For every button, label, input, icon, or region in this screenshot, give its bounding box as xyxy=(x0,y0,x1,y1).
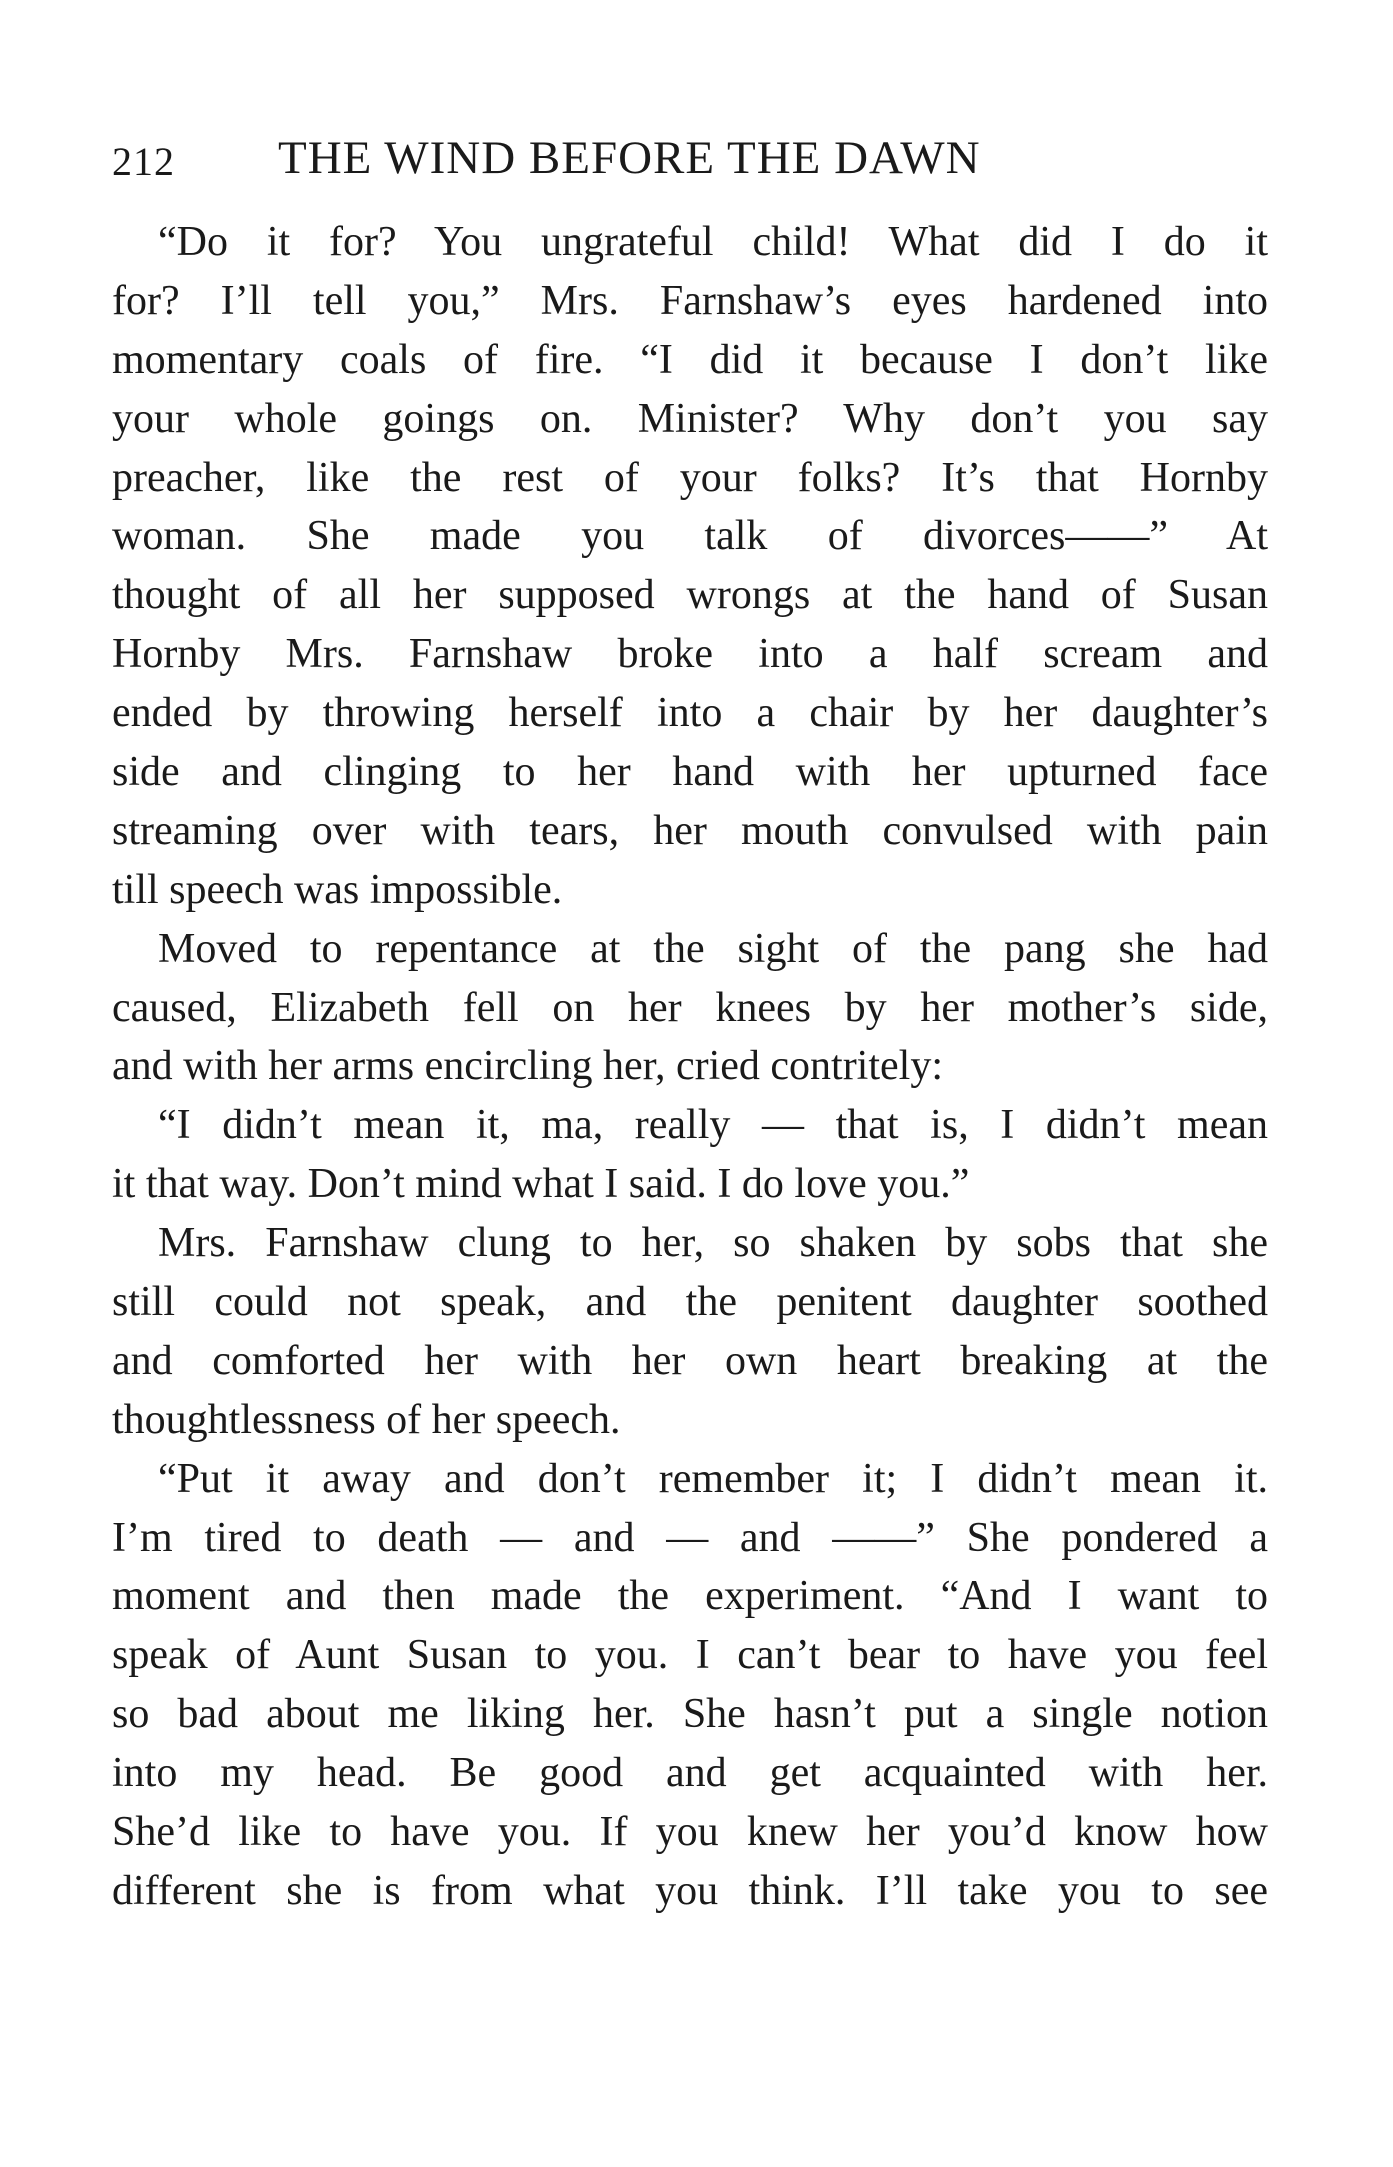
text-line: preacher, like the rest of your folks? It’s that Hornby xyxy=(112,454,1268,501)
text-line: different she is from what you think. I’ll take you to see xyxy=(112,1867,1268,1914)
text-line: caused, Elizabeth fell on her knees by her mother’s side, xyxy=(112,984,1268,1031)
text-line: I’m tired to death — and — and ——” She pondered a xyxy=(112,1514,1268,1561)
page-number: 212 xyxy=(112,139,175,184)
body-text xyxy=(112,213,1268,1921)
text-line: still could not speak, and the penitent daughter soothed xyxy=(112,1279,1268,1326)
text-line: “I didn’t mean it, ma, really — that is, I didn’t mean xyxy=(158,1102,1268,1149)
text-line: She’d like to have you. If you knew her you’d know how xyxy=(112,1809,1268,1856)
text-line: ended by throwing herself into a chair by her daughter’s xyxy=(112,690,1268,737)
text-line: woman. She made you talk of divorces——” At xyxy=(112,513,1268,560)
text-line: and comforted her with her own heart breaking at the xyxy=(112,1337,1268,1384)
text-line: speak of Aunt Susan to you. I can’t bear to have you feel xyxy=(112,1632,1268,1679)
text-line: Mrs. Farnshaw clung to her, so shaken by sobs that she xyxy=(158,1220,1268,1267)
text-line: Hornby Mrs. Farnshaw broke into a half scream and xyxy=(112,631,1268,678)
text-line: streaming over with tears, her mouth convulsed with pain xyxy=(112,807,1268,854)
text-line: momentary coals of fire. “I did it because I don’t like xyxy=(112,336,1268,383)
text-line: it that way. Don’t mind what I said. I do love you.” xyxy=(112,1161,970,1208)
text-line: so bad about me liking her. She hasn’t put a single notion xyxy=(112,1691,1268,1738)
text-line: till speech was impossible. xyxy=(112,866,563,913)
text-line: your whole goings on. Minister? Why don’t you say xyxy=(112,395,1268,442)
book-title: THE WIND BEFORE THE DAWN xyxy=(278,132,981,184)
text-line: thoughtlessness of her speech. xyxy=(112,1396,621,1443)
text-line: into my head. Be good and get acquainted with her. xyxy=(112,1750,1268,1797)
text-line: “Put it away and don’t remember it; I didn’t mean it. xyxy=(158,1455,1268,1502)
text-line: side and clinging to her hand with her upturned face xyxy=(112,749,1268,796)
text-line: moment and then made the experiment. “And I want to xyxy=(112,1573,1268,1620)
text-line: “Do it for? You ungrateful child! What did I do it xyxy=(158,219,1268,265)
text-line: and with her arms encircling her, cried contritely: xyxy=(112,1043,943,1090)
text-line: thought of all her supposed wrongs at the hand of Susan xyxy=(112,572,1268,619)
running-head xyxy=(112,128,1262,188)
text-line: Moved to repentance at the sight of the pang she had xyxy=(158,925,1268,972)
text-line: for? I’ll tell you,” Mrs. Farnshaw’s eyes hardened into xyxy=(112,277,1268,324)
